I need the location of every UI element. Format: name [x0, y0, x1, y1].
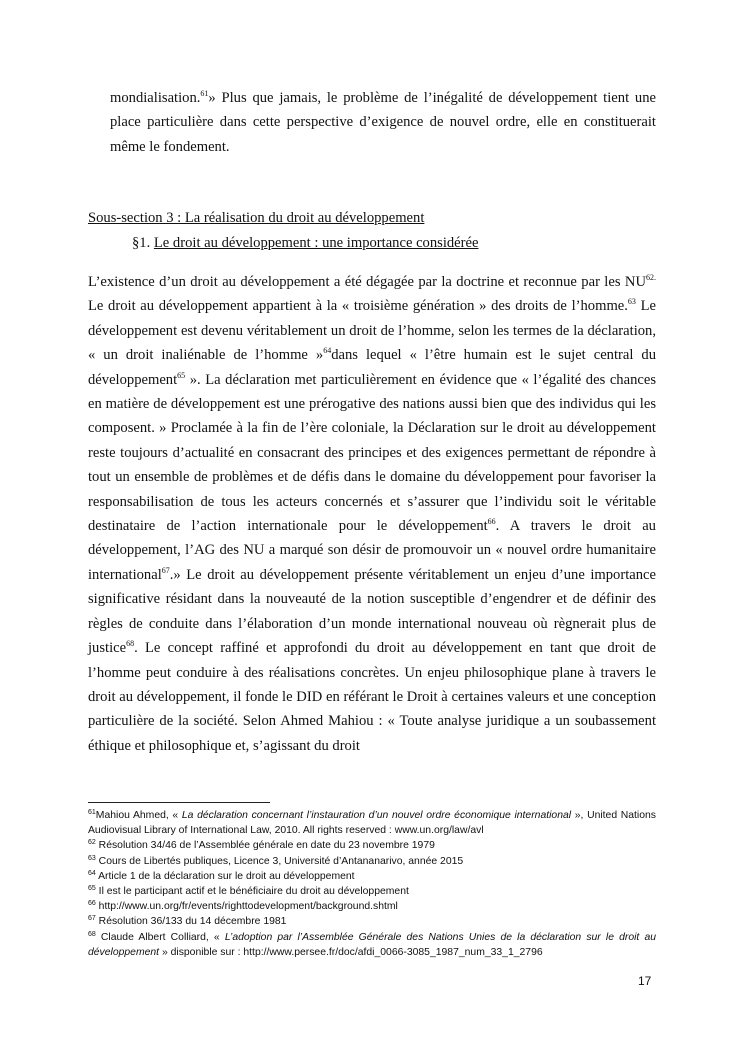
footnotes	[88, 808, 656, 960]
body-text: . Le concept raffiné et approfondi du droit au développement en tant que droit de l’homme peut conduire à des réalisations concrètes. Un enjeu philosophique plane à travers le droit au développement, il fonde le DID en référant le Droit à certaines valeurs et une conception particulière de la société. Selon Ahmed Mahiou : « Toute analyse juridique a un soubassement éthique et philosophique et, s’agissant du droit	[88, 640, 656, 754]
body-text: . A travers le droit au développement, l’AG des NU a marqué son désir de promouvoir un « nouvel ordre humanitaire international	[88, 518, 656, 583]
footnote-text: Cours de Libertés publiques, Licence 3, Université d’Antananarivo, année 2015	[95, 855, 464, 867]
page-number: 17	[638, 974, 652, 988]
footnote-number: 67	[88, 915, 96, 923]
footnote-title: La déclaration concernant l’instauration d’un nouvel ordre économique international	[181, 810, 572, 821]
footnote-ref-61: 61	[200, 89, 209, 98]
footnote-62	[88, 838, 656, 853]
intro-text-cont: » Plus que jamais, le problème de l’inégalité de développement tient une place particulière dans cette perspective d’exigence de nouvel ordre, elle en constituerait même le fondement.	[110, 90, 656, 155]
footnote-number: 64	[88, 869, 96, 877]
footnote-text: Article 1 de la déclaration sur le droit au développement	[95, 870, 355, 882]
footnote-text: Claude Albert Colliard, «	[95, 931, 225, 943]
footnote-ref-62: 62.	[646, 273, 656, 282]
footnote-title: L’adoption par l’Assemblée Générale des Nations Unies de la déclaration sur le droit au développement	[88, 931, 656, 958]
footnote-61	[88, 808, 656, 838]
paragraph-number: §1.	[132, 235, 154, 251]
body-paragraph	[88, 270, 656, 758]
footnote-ref-63: 63	[627, 297, 636, 307]
footnote-number: 65	[88, 885, 96, 893]
footnote-separator	[88, 802, 270, 803]
footnote-number: 66	[88, 900, 96, 908]
intro-paragraph	[110, 86, 656, 159]
footnote-ref-64: 64	[323, 346, 332, 356]
footnote-text: Mahiou Ahmed, «	[95, 810, 182, 821]
body-text: .» Le droit au développement présente véritablement un enjeu d’une importance significative résidant dans la nouveauté de la notion susceptible d’engendrer et de définir des règles de conduite dans l’élaboration d’un monde international nouveau où règnerait plus de justice	[88, 566, 656, 657]
footnote-ref-67: 67	[161, 565, 170, 575]
footnote-67	[88, 914, 656, 929]
footnote-ref-66: 66	[487, 517, 496, 527]
footnote-ref-68: 68	[126, 639, 135, 649]
footnote-text: » disponible sur : http://www.persee.fr/doc/afdi_0066-3085_1987_num_33_1_2796	[159, 946, 543, 958]
paragraph-heading	[132, 235, 478, 252]
footnote-text: Il est le participant actif et le bénéficiaire du droit au développement	[95, 886, 409, 898]
footnote-63	[88, 854, 656, 869]
footnote-text: Résolution 36/133 du 14 décembre 1981	[95, 916, 287, 928]
footnote-text: Résolution 34/46 de l’Assemblée générale en date du 23 novembre 1979	[95, 840, 435, 852]
body-text: L’existence d’un droit au développement a été dégagée par la doctrine et reconnue par les NU	[88, 274, 646, 290]
paragraph-title: Le droit au développement : une importance considérée	[153, 235, 479, 251]
footnote-number: 61	[88, 809, 96, 816]
footnote-68	[88, 930, 656, 960]
footnote-ref-65: 65	[177, 370, 186, 380]
footnote-64	[88, 869, 656, 884]
footnote-text: », United Nations Audiovisual Library of International Law, 2010. All rights reserved : www.un.org/law/avl	[88, 810, 656, 837]
intro-text: mondialisation.	[110, 90, 201, 106]
footnote-65	[88, 884, 656, 899]
body-text: dans lequel « l’être humain est le sujet central du développement	[88, 347, 657, 388]
footnote-number: 62	[88, 839, 96, 847]
body-text: ». La déclaration met particulièrement en évidence que « l’égalité des chances en matière de développement est une prérogative des nations aussi bien que des individus qui les composent. » Proclamée à la fin de l’ère coloniale, la Déclaration sur le droit au développement reste toujours d’actualité en consacrant des principes et des exigences permettant de répondre à tout un ensemble de problèmes et de défis dans le domaine du développement pour favoriser la responsabilisation de tous les acteurs concernés et s’assurer que l’individu soit le véritable destinataire de l’action internationale pour le développement	[88, 371, 656, 535]
footnote-link[interactable]: http://www.un.org/fr/events/righttodevelopment/background.shtml	[95, 901, 398, 913]
subsection-heading: Sous-section 3 : La réalisation du droit au développement	[88, 210, 425, 226]
body-text: Le développement est devenu véritablement un droit de l’homme, selon les termes de la déclaration, « un droit inaliénable de l’homme »	[88, 298, 656, 364]
footnote-66	[88, 899, 656, 914]
footnote-number: 63	[88, 854, 96, 862]
footnote-number: 68	[88, 930, 96, 938]
body-text: Le droit au développement appartient à la « troisième génération » des droits de l’homme.	[88, 298, 628, 315]
